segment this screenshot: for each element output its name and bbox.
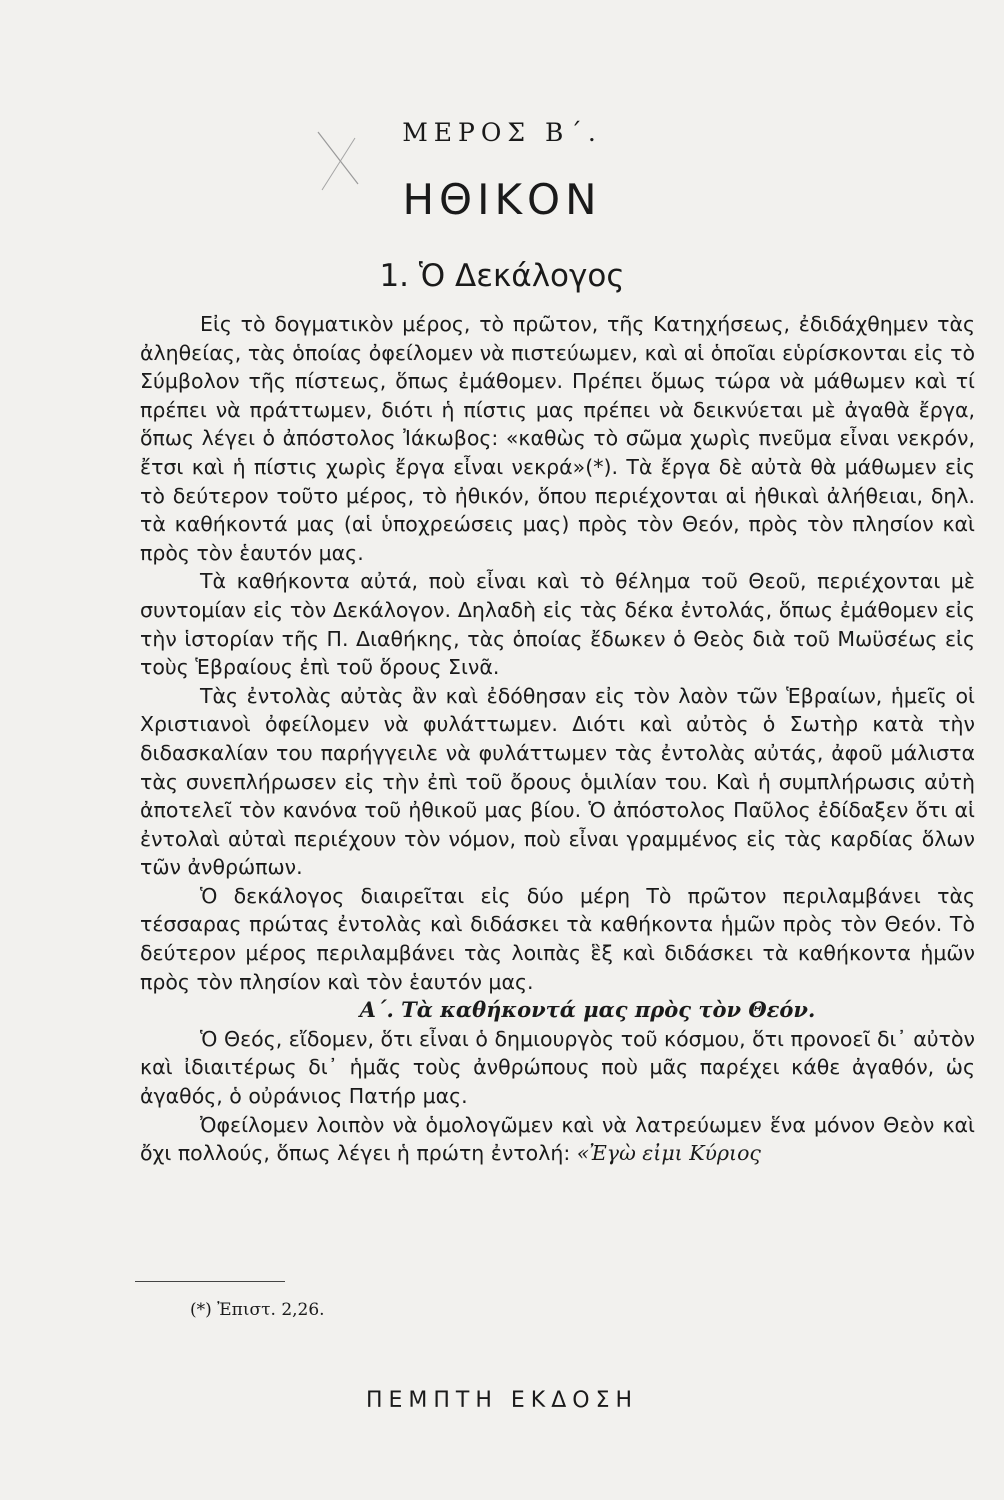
paragraph-1: Εἰς τὸ δογματικὸν μέρος, τὸ πρῶτον, τῆς Κατηχήσεως, ἐδιδάχθημεν τὰς ἀληθείας, τὰς ὁποίας ὀφείλομεν νὰ πιστεύωμεν, καὶ αἱ ὁποῖαι εὑρίσκονται εἰς τὸ Σύμβολον τῆς πίστεως, ὅπως ἐμάθομεν. Πρέπει ὅμως τώρα νὰ μάθωμεν καὶ τί πρέπει νὰ πράττωμεν, διότι ἡ πίστις μας πρέπει νὰ δεικνύεται μὲ ἀγαθὰ ἔργα, ὅπως λέγει ὁ ἀπόστολος Ἰάκωβος: «καθὼς τὸ σῶμα χωρὶς πνεῦμα εἶναι νεκρόν, ἔτσι καὶ ἡ πίστις χωρὶς ἔργα εἶναι νεκρά»(*). Τὰ ἔργα δὲ αὐτὰ θὰ μάθωμεν εἰς τὸ δεύτερον τοῦτο μέρος, τὸ ἠθικόν, ὅπου περιέχονται αἱ ἠθικαὶ ἀλήθειαι, δηλ. τὰ καθήκοντά μας (αἱ ὑποχρεώσεις μας) πρὸς τὸν Θεόν, πρὸς τὸν πλησίον καὶ πρὸς τὸν ἑαυτόν μας. <box>140 312 975 565</box>
part-heading: ΜΕΡΟΣ Β΄. <box>402 118 602 147</box>
subheading-duties-to-god: Α΄. Τὰ καθήκοντά μας πρὸς τὸν Θεόν. <box>359 997 816 1023</box>
footnote: (*) Ἐπιστ. 2,26. <box>190 1300 325 1320</box>
section-title: ΗΘΙΚΟΝ <box>402 175 602 224</box>
footnote-rule <box>135 1281 285 1282</box>
paragraph-4: Ὁ δεκάλογος διαιρεῖται εἰς δύο μέρη Τὸ πρῶτον περιλαμβάνει τὰς τέσσαρας πρώτας ἐντολὰς καὶ διδάσκει τὰ καθήκοντα ἡμῶν πρὸς τὸν Θεόν. Τὸ δεύτερον μέρος περιλαμβάνει τὰς λοιπὰς ἓξ καὶ διδάσκει τὰ καθήκοντα ἡμῶν πρὸς τὸν πλησίον καὶ τὸν ἑαυτόν μας. <box>140 883 975 994</box>
commandment-quote: «Ἐγὼ εἰμι Κύριος <box>576 1141 761 1166</box>
paragraph-3: Τὰς ἐντολὰς αὐτὰς ἂν καὶ ἐδόθησαν εἰς τὸν λαὸν τῶν Ἑβραίων, ἡμεῖς οἱ Χριστιανοὶ ὀφείλομεν νὰ φυλάττωμεν. Διότι καὶ αὐτὸς ὁ Σωτὴρ κατὰ τὴν διδασκαλίαν του παρήγγειλε νὰ φυλάττωμεν τὰς ἐντολὰς αὐτάς, ἀφοῦ μάλιστα τὰς συνεπλήρωσεν εἰς τὴν ἐπὶ τοῦ ὄρους ὁμιλίαν του. Καὶ ἡ συμπλήρωσις αὐτὴ ἀποτελεῖ τὸν κανόνα τοῦ ἠθικοῦ μας βίου. Ὁ ἀπόστολος Παῦλος ἐδίδαξεν ὅτι αἱ ἐντολαὶ αὐταὶ περιέχουν τὸν νόμον, ποὺ εἶναι γραμμένος εἰς τὰς καρδίας ὅλων τῶν ἀνθρώπων. <box>140 683 975 880</box>
paragraph-6 <box>140 1111 975 1168</box>
paragraph-5: Ὁ Θεός, εἴδομεν, ὅτι εἶναι ὁ δημιουργὸς τοῦ κόσμου, ὅτι προνοεῖ δι᾽ αὐτὸν καὶ ἰδιαιτέρως δι᾽ ἡμᾶς τοὺς ἀνθρώπους ποὺ μᾶς παρέχει κάθε ἀγαθόν, ὡς ἀγαθός, ὁ οὐράνιος Πατήρ μας. <box>140 1026 975 1109</box>
body-text <box>140 310 975 1168</box>
paragraph-2: Τὰ καθήκοντα αὐτά, ποὺ εἶναι καὶ τὸ θέλημα τοῦ Θεοῦ, περιέχονται μὲ συντομίαν εἰς τὸν Δεκάλογον. Δηλαδὴ εἰς τὰς δέκα ἐντολάς, ὅπως ἐμάθομεν εἰς τὴν ἱστορίαν τῆς Π. Διαθήκης, τὰς ὁποίας ἔδωκεν ὁ Θεὸς διὰ τοῦ Μωϋσέως εἰς τοὺς Ἑβραίους ἐπὶ τοῦ ὅρους Σινᾶ. <box>140 569 975 680</box>
paragraph-6-text: Ὀφείλομεν λοιπὸν νὰ ὁμολογῶμεν καὶ νὰ λατρεύωμεν ἕνα μόνον Θεὸν καὶ ὄχι πολλούς, ὅπως λέγει ἡ πρώτη ἐντολή: <box>140 1112 975 1166</box>
chapter-title: 1. Ὁ Δεκάλογος <box>379 258 625 294</box>
edition-label: ΠΕΜΠΤΗ ΕΚΔΟΣΗ <box>365 1388 639 1413</box>
